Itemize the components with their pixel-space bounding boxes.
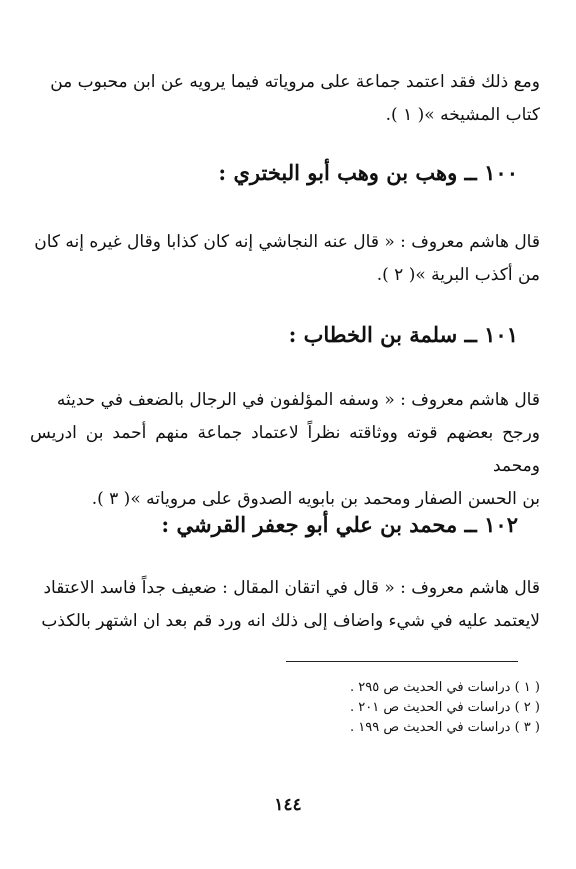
paragraph-line: من أكذب البرية »( ٢ ). — [376, 265, 540, 285]
footnotes — [150, 678, 540, 738]
footnote-item: ( ٣ ) دراسات في الحديث ص ١٩٩ . — [350, 720, 540, 735]
intro-line: ومع ذلك فقد اعتمد جماعة على مروياته فيما يرويه عن ابن محبوب من — [50, 72, 540, 92]
footnote-separator — [286, 661, 518, 662]
intro-line: كتاب المشيخه »( ١ ). — [385, 105, 540, 125]
paragraph-line: قال هاشم معروف : « قال في اتقان المقال : ضعيف جداً فاسد الاعتقاد — [43, 578, 540, 598]
entry-paragraph-100 — [30, 226, 540, 292]
paragraph-line: قال هاشم معروف : « وسفه المؤلفون في الرجال بالضعف في حديثه — [56, 390, 540, 410]
paragraph-line: ورجح بعضهم قوته ووثاقته نظراً لاعتماد جماعة منهم أحمد بن ادريس ومحمد — [30, 423, 540, 476]
paragraph-line: قال هاشم معروف : « قال عنه النجاشي إنه كان كذابا وقال غيره إنه كان — [34, 232, 540, 252]
entry-heading-100: ١٠٠ ــ وهب بن وهب أبو البختري : — [218, 160, 518, 185]
entry-paragraph-101 — [30, 384, 540, 516]
paragraph-line: بن الحسن الصفار ومحمد بن بابويه الصدوق على مروياته »( ٣ ). — [91, 489, 540, 509]
entry-heading-102: ١٠٢ ــ محمد بن علي أبو جعفر القرشي : — [161, 512, 518, 537]
entry-heading-101: ١٠١ ــ سلمة بن الخطاب : — [288, 322, 518, 347]
page-number: ١٤٤ — [274, 795, 302, 815]
paragraph-line: لايعتمد عليه في شيء واضاف إلى ذلك انه ورد قم بعد ان اشتهر بالكذب — [41, 611, 540, 631]
footnote-item: ( ١ ) دراسات في الحديث ص ٢٩٥ . — [350, 680, 540, 695]
entry-paragraph-102 — [30, 572, 540, 638]
footnote-item: ( ٢ ) دراسات في الحديث ص ٢٠١ . — [350, 700, 540, 715]
intro-paragraph — [30, 66, 540, 132]
